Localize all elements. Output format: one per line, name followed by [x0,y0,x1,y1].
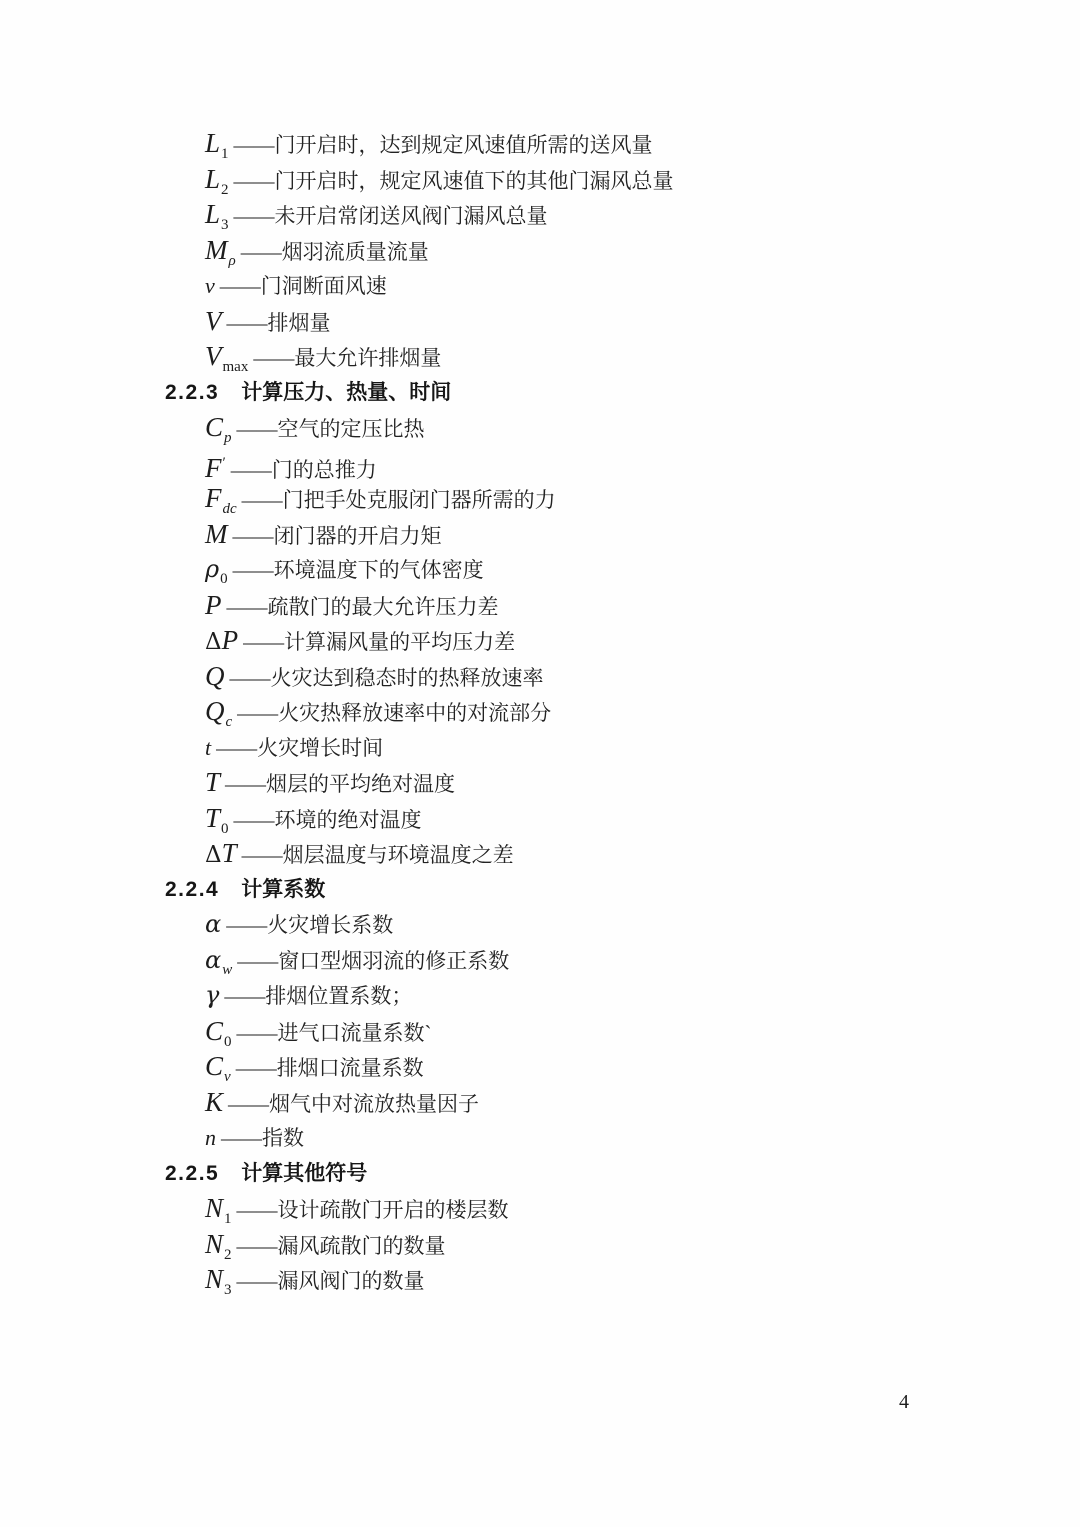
symbol-definition: 门把手处克服闭门器所需的力 [282,488,556,512]
symbol-letter: K [205,1086,224,1117]
section-title: 计算压力、热量、时间 [241,380,452,404]
symbol-subscript: p [224,430,232,446]
symbol [205,452,226,483]
dash-separator: —— [236,417,277,441]
symbol-letter: L [205,128,221,158]
symbol-letter: C [205,1051,224,1081]
symbol-letter: n [205,1125,216,1150]
symbol-definition-row [165,694,1020,730]
symbol-subscript: 0 [224,1033,232,1050]
dash-separator: —— [236,1233,277,1258]
symbol-definition: 排烟量 [267,310,331,335]
symbol-letter: v [205,273,215,298]
symbol [205,696,233,730]
page-number: 4 [899,1391,909,1413]
symbol-definition: 计算漏风量的平均压力差 [284,630,516,654]
symbol-definition: 火灾热释放速率中的对流部分 [278,701,552,725]
symbol [205,412,232,446]
symbol-definition-row [165,801,1020,837]
symbol-definition-row [165,1120,1020,1156]
delta-prefix: Δ [205,629,222,655]
section-heading [165,375,1020,411]
symbol-subscript: 3 [221,217,229,233]
dash-separator: —— [233,807,274,832]
symbol-letter: N [205,1193,224,1223]
symbol [205,1228,232,1263]
symbol [205,1125,216,1150]
dash-separator: —— [253,346,294,370]
symbol-definition: 排烟位置系数； [265,984,413,1008]
symbol-subscript: 2 [224,1246,232,1263]
symbol-definition-row [165,197,1020,233]
symbol [205,767,221,797]
dash-separator: —— [229,665,270,690]
symbol-letter: N [205,1264,224,1294]
symbol-letter: F [205,483,222,513]
dash-separator: —— [236,1198,277,1222]
symbol-definition: 火灾达到稳态时的热释放速率 [270,665,544,690]
dash-separator: —— [237,948,278,973]
dash-separator: —— [233,133,274,157]
symbol [205,128,229,162]
dash-separator: —— [243,630,284,654]
symbol-definition: 门洞断面风速 [260,274,387,298]
dash-separator: —— [225,772,266,796]
symbol [205,910,222,938]
symbol-definition: 空气的定压比热 [277,417,425,441]
symbol [205,163,229,198]
symbol-definition: 门的总推力 [271,457,377,482]
section-number: 2.2.3 [165,380,220,404]
symbol-definition-row [165,1049,1020,1085]
symbol-subscript: 2 [221,181,229,198]
symbol-definition-row [165,410,1020,446]
symbol-definition-row [165,659,1020,695]
dash-separator: —— [241,488,282,512]
symbol-definition: 未开启常闭送风阀门漏风总量 [274,204,548,228]
symbol-definition: 门开启时，规定风速值下的其他门漏风总量 [274,168,674,193]
symbol-subscript: c [225,714,233,730]
symbol-definition: 漏风阀门的数量 [277,1269,425,1293]
dash-separator: —— [228,1091,269,1116]
symbol-letter: C [205,1015,224,1046]
symbol-definition-row [165,1191,1020,1227]
symbol-definition: 最大允许排烟量 [294,346,442,370]
symbol-definition-row [165,233,1020,269]
dash-separator: —— [221,1126,261,1150]
section-heading [165,1156,1020,1192]
symbol [205,305,222,336]
dash-separator: —— [233,204,274,228]
symbol-definition-row [165,588,1020,624]
dash-separator: —— [236,1269,277,1293]
symbol [205,945,233,978]
symbol-definition-row [165,1262,1020,1298]
dash-separator: —— [216,735,257,760]
symbol-definition-row [165,1085,1020,1121]
dash-separator: —— [237,701,278,725]
symbol [205,802,229,837]
symbol-definition-row [165,517,1020,553]
symbol-definition: 烟羽流质量流量 [281,239,429,264]
symbol-definition-row [165,481,1020,517]
symbol-letter: V [205,305,222,336]
symbol-definition-row [165,304,1020,340]
symbol-superscript: ′ [222,454,226,471]
symbol-letter: V [205,341,222,371]
symbol-definition: 排烟口流量系数 [276,1056,424,1080]
section-number: 2.2.5 [165,1161,220,1185]
document-body [165,126,1020,1298]
symbol-definition: 环境温度下的气体密度 [273,558,484,582]
symbol-subscript: 1 [224,1211,232,1227]
symbol [205,199,229,233]
symbol-letter: α [205,910,222,938]
symbol-letter: P [205,589,222,620]
symbol-definition: 闭门器的开启力矩 [273,523,442,548]
dash-separator: —— [240,239,281,264]
symbol-definition: 烟气中对流放热量因子 [269,1091,480,1116]
symbol-letter: F [205,452,222,483]
dash-separator: —— [241,843,282,867]
symbol-letter: T [205,802,221,833]
symbol [205,341,249,375]
symbol-definition: 漏风疏散门的数量 [277,1233,446,1258]
symbol-definition-row [165,1227,1020,1263]
symbol-subscript: dc [222,501,237,517]
symbol-definition: 进气口流量系数` [277,1020,432,1045]
symbol-letter: L [205,199,221,229]
symbol-letter: α [205,945,222,974]
symbol-letter: N [205,1228,224,1259]
section-title: 计算系数 [241,877,326,901]
symbol-letter: T [221,838,237,868]
symbol-letter: γ [205,981,220,1009]
dash-separator: —— [236,1020,277,1045]
symbol-letter: Q [205,696,225,726]
dash-separator: —— [226,913,267,937]
symbol [205,483,237,517]
delta-prefix: Δ [205,842,222,868]
symbol-definition: 疏散门的最大允许压力差 [267,594,499,619]
symbol [205,734,212,760]
symbol-subscript: w [222,961,233,978]
symbol-letter: C [205,412,224,442]
section-title: 计算其他符号 [241,1161,368,1185]
symbol-definition: 火灾增长时间 [257,735,384,760]
symbol-subscript: 0 [221,820,229,837]
symbol [205,555,228,587]
symbol [205,589,222,620]
dash-separator: —— [232,558,273,582]
symbol-definition-row [165,162,1020,198]
symbol [205,234,236,269]
symbol-definition-row [165,907,1020,943]
symbol [205,273,215,298]
symbol-definition: 烟层温度与环境温度之差 [282,843,514,867]
dash-separator: —— [224,984,265,1008]
symbol-definition: 设计疏散门开启的楼层数 [277,1198,509,1222]
symbol-letter: L [205,163,221,194]
symbol [205,625,239,655]
symbol [205,1015,232,1050]
dash-separator: —— [226,594,267,619]
dash-separator: —— [232,523,273,548]
symbol-letter: M [205,518,228,549]
symbol-subscript: v [224,1069,231,1085]
symbol [205,981,220,1009]
symbol-definition: 环境的绝对温度 [274,807,422,832]
symbol-letter: P [221,625,239,655]
section-heading [165,872,1020,908]
symbol [205,1193,232,1227]
symbol-definition-row [165,126,1020,162]
symbol-letter: M [205,234,228,265]
symbol-subscript: 3 [224,1282,232,1298]
symbol-definition-row [165,943,1020,979]
symbol [205,518,228,549]
symbol-definition-row [165,446,1020,482]
dash-separator: —— [226,310,267,335]
symbol-definition: 烟层的平均绝对温度 [266,772,456,796]
symbol-definition: 门开启时，达到规定风速值所需的送风量 [274,133,653,157]
symbol [205,838,237,868]
symbol [205,1264,232,1298]
symbol-definition-row [165,836,1020,872]
symbol-definition-row [165,339,1020,375]
symbol-subscript: max [222,359,249,375]
symbol-subscript: ρ [228,252,236,269]
symbol-definition-row [165,1014,1020,1050]
symbol-definition-row [165,978,1020,1014]
symbol-definition-row [165,268,1020,304]
dash-separator: —— [233,168,274,193]
symbol-letter: ρ [205,555,220,583]
symbol-subscript: 1 [221,146,229,162]
section-number: 2.2.4 [165,877,220,901]
symbol-definition-row [165,730,1020,766]
symbol-subscript: 0 [220,571,228,587]
symbol [205,660,225,691]
symbol [205,1086,224,1117]
symbol-definition: 指数 [262,1126,304,1150]
dash-separator: —— [235,1056,276,1080]
symbol-definition-row [165,623,1020,659]
dash-separator: —— [230,457,271,482]
symbol-letter: t [205,734,212,760]
symbol-definition: 火灾增长系数 [267,913,394,937]
symbol [205,1051,231,1085]
symbol-letter: Q [205,660,225,691]
symbol-definition: 窗口型烟羽流的修正系数 [278,948,510,973]
dash-separator: —— [219,274,260,298]
symbol-letter: T [205,767,221,797]
symbol-definition-row [165,552,1020,588]
symbol-definition-row [165,765,1020,801]
